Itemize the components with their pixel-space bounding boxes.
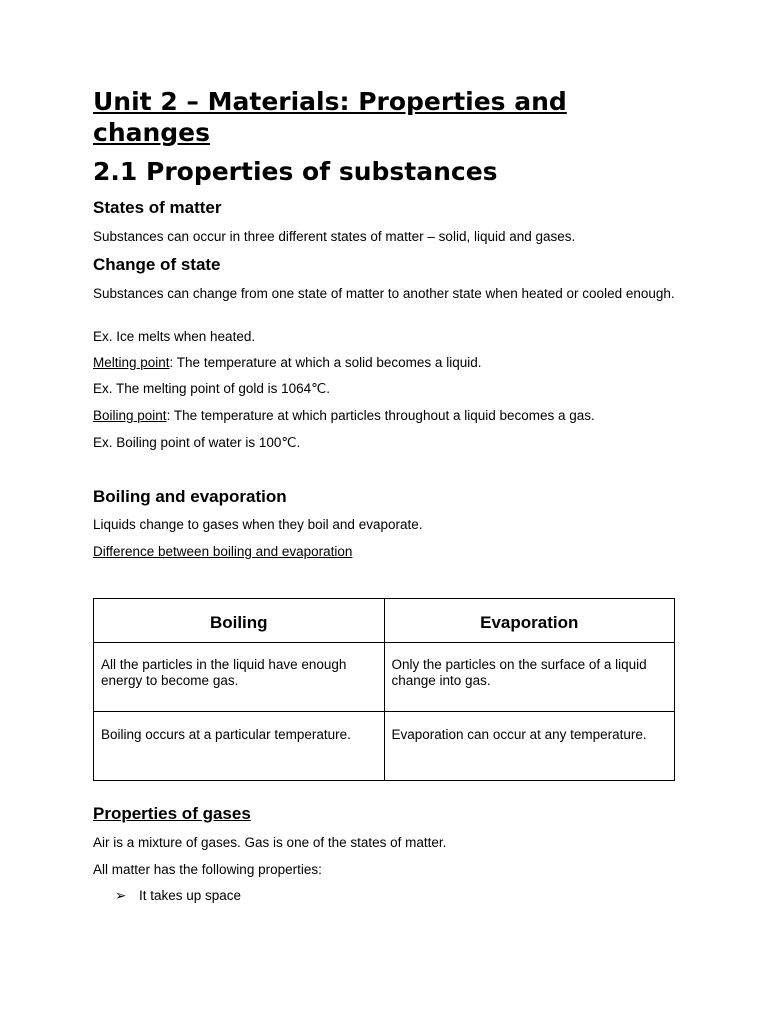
change-example-2: Ex. The melting point of gold is 1064℃. (93, 381, 331, 396)
states-text: Substances can occur in three different states of matter – solid, liquid and gases. (93, 229, 576, 244)
boiling-point-line (93, 408, 595, 424)
change-heading: Change of state (93, 255, 221, 274)
melting-point-term: Melting point (93, 355, 170, 370)
list-item (93, 888, 675, 904)
states-heading: States of matter (93, 198, 222, 217)
boiling-evaporation-heading: Boiling and evaporation (93, 487, 287, 506)
boiling-evaporation-text: Liquids change to gases when they boil and evaporate. (93, 517, 423, 532)
table-header-evaporation: Evaporation (384, 599, 675, 643)
arrow-bullet-icon: ➢ (115, 888, 127, 903)
table-row (94, 712, 675, 781)
gases-heading: Properties of gases (93, 804, 251, 823)
table-cell: Boiling occurs at a particular temperature. (94, 712, 385, 781)
unit-title: Unit 2 – Materials: Properties and changes (93, 87, 567, 147)
boiling-point-definition: : The temperature at which particles throughout a liquid becomes a gas. (166, 408, 595, 423)
gases-text-2: All matter has the following properties: (93, 862, 322, 877)
list-item-text: It takes up space (139, 888, 242, 903)
table-cell: Evaporation can occur at any temperature. (384, 712, 675, 781)
difference-subheading: Difference between boiling and evaporation (93, 544, 353, 559)
change-text: Substances can change from one state of matter to another state when heated or cooled enough. (93, 286, 675, 301)
change-example-3: Ex. Boiling point of water is 100℃. (93, 435, 301, 450)
table-cell: Only the particles on the surface of a liquid change into gas. (384, 643, 675, 712)
gases-text-1: Air is a mixture of gases. Gas is one of the states of matter. (93, 835, 447, 850)
section-title: 2.1 Properties of substances (93, 157, 498, 186)
change-example-1: Ex. Ice melts when heated. (93, 329, 256, 344)
table-row (94, 643, 675, 712)
table-header-boiling: Boiling (94, 599, 385, 643)
boiling-point-term: Boiling point (93, 408, 167, 423)
table-cell: All the particles in the liquid have enough energy to become gas. (94, 643, 385, 712)
table-header-row (94, 599, 675, 643)
comparison-table (93, 598, 675, 781)
melting-point-line (93, 355, 481, 371)
melting-point-definition: : The temperature at which a solid becomes a liquid. (169, 355, 482, 370)
